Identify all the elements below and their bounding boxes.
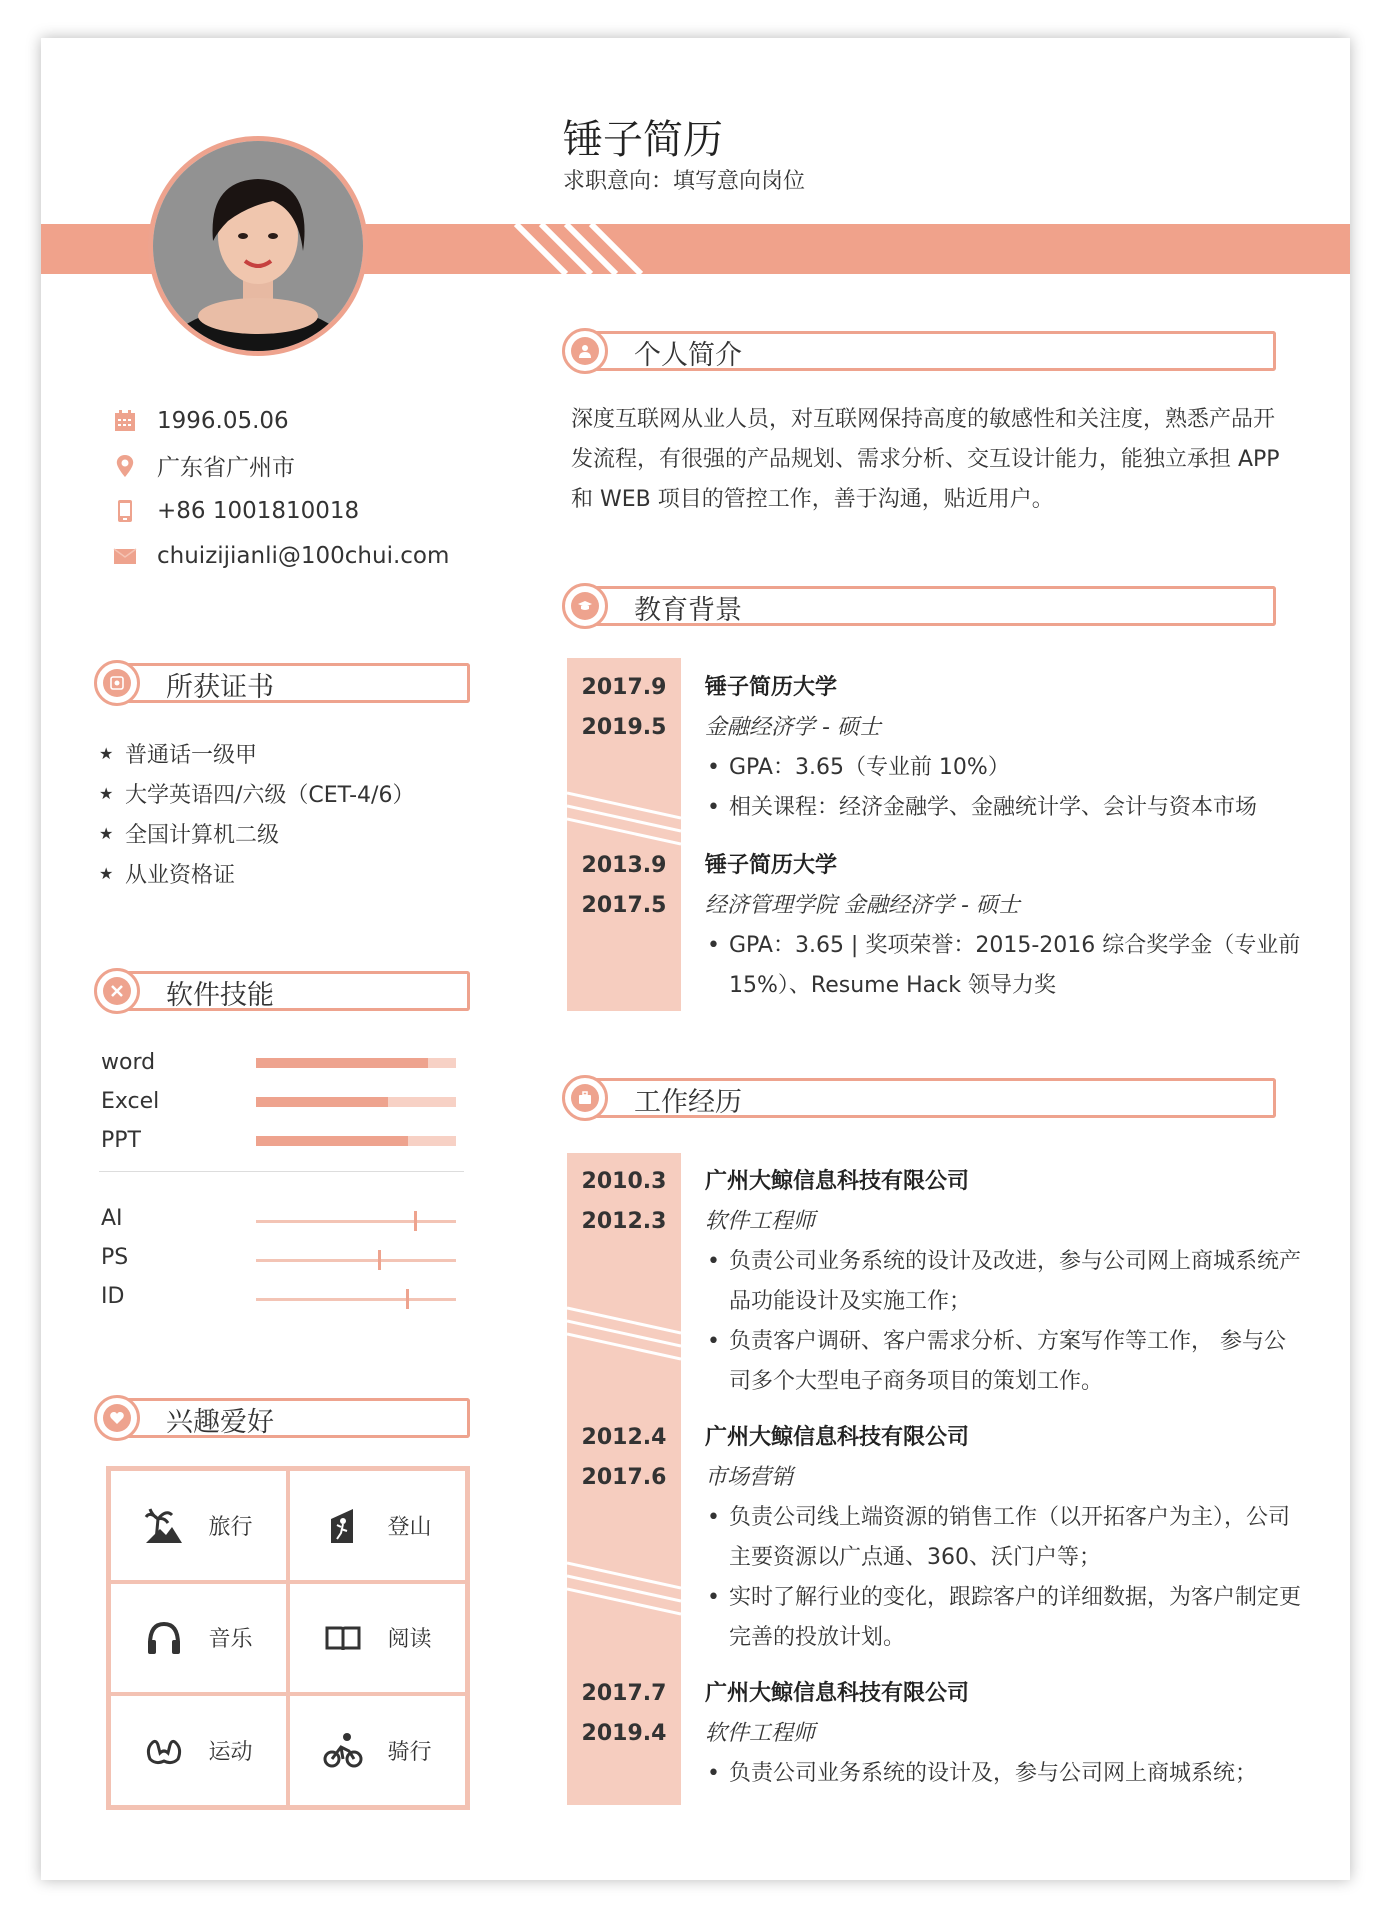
major: 金融经济学 - 硕士 [705, 715, 881, 740]
list-item: • 负责公司线上端资源的销售工作（以开拓客户为主），公司主要资源以广点通、360、沃门户等； [705, 1498, 1305, 1578]
skill-slider-row: PS [101, 1245, 461, 1275]
hobby-cycling: 骑行 [288, 1694, 467, 1807]
list-item: • 负责公司业务系统的设计及改进，参与公司网上商城系统产品功能设计及实施工作； [705, 1242, 1305, 1322]
job-role: 市场营销 [705, 1465, 794, 1490]
contact-birthday [113, 398, 449, 443]
certificate-icon [103, 669, 131, 697]
entry-start-date: 2013.9 [581, 853, 667, 878]
entry-end-date: 2017.5 [581, 893, 667, 918]
star-icon: ★ [99, 823, 114, 843]
section-title: 教育背景 [634, 595, 742, 626]
skills-divider [99, 1171, 464, 1172]
company-name: 广州大鲸信息科技有限公司 [705, 1681, 970, 1706]
climbing-icon [323, 1505, 363, 1545]
contact-location [113, 443, 449, 488]
resume-title: 锤子简历 [563, 117, 723, 163]
resume-page [41, 38, 1350, 1880]
contact-text: 广东省广州市 [157, 455, 295, 481]
list-item: • 负责客户调研、客户需求分析、方案写作等工作， 参与公司多个大型电子商务项目的策划工作。 [705, 1322, 1305, 1402]
list-item: • 相关课程：经济金融学、金融统计学、会计与资本市场 [705, 788, 1305, 828]
list-item: • 实时了解行业的变化，跟踪客户的详细数据，为客户制定更完善的投放计划。 [705, 1578, 1305, 1658]
list-item: ★ 大学英语四/六级（CET-4/6） [99, 782, 415, 808]
school-name: 锤子简历大学 [705, 853, 838, 878]
contact-text: +86 1001810018 [157, 497, 360, 524]
hobby-climbing: 登山 [288, 1469, 467, 1582]
timeline-stripes [567, 1548, 681, 1618]
palm-tree-icon [144, 1505, 184, 1545]
entry-bullets [705, 1754, 1305, 1794]
contact-info [113, 398, 449, 578]
portrait-photo [153, 141, 363, 351]
entry-start-date: 2012.4 [581, 1425, 667, 1450]
skill-slider-marker [378, 1250, 381, 1270]
skill-bar-row: Excel [101, 1089, 461, 1119]
phone-icon [113, 499, 137, 523]
entry-end-date: 2012.3 [581, 1209, 667, 1234]
header-stripes [496, 224, 681, 274]
list-item: • 负责公司业务系统的设计及，参与公司网上商城系统； [705, 1754, 1305, 1794]
certificate-list [99, 733, 414, 893]
star-icon: ★ [99, 863, 114, 883]
timeline-stripes [567, 1293, 681, 1363]
list-item: ★ 从业资格证 [99, 862, 236, 888]
skill-slider-marker [406, 1289, 409, 1309]
timeline-stripes [567, 778, 681, 848]
headphones-icon [144, 1618, 184, 1658]
book-icon [323, 1618, 363, 1658]
skill-slider-marker [414, 1211, 417, 1231]
contact-text: chuizijianli@100chui.com [157, 542, 450, 569]
entry-bullets [705, 926, 1305, 1006]
entry-start-date: 2010.3 [581, 1169, 667, 1194]
entry-bullets [705, 748, 1305, 828]
star-icon: ★ [99, 743, 114, 763]
section-hobbies [94, 1395, 470, 1441]
tools-icon [103, 977, 131, 1005]
job-role: 软件工程师 [705, 1209, 816, 1234]
skill-bar-fill [256, 1097, 388, 1107]
section-work [562, 1075, 1276, 1121]
calendar-icon [113, 409, 137, 433]
entry-start-date: 2017.9 [581, 675, 667, 700]
skill-slider-row: AI [101, 1206, 461, 1236]
heart-icon [103, 1404, 131, 1432]
entry-end-date: 2019.5 [581, 715, 667, 740]
hobby-travel: 旅行 [109, 1469, 288, 1582]
company-name: 广州大鲸信息科技有限公司 [705, 1169, 970, 1194]
school-name: 锤子简历大学 [705, 675, 838, 700]
bicycle-icon [323, 1731, 363, 1771]
entry-end-date: 2017.6 [581, 1465, 667, 1490]
section-intro [562, 328, 1276, 374]
user-icon [571, 337, 599, 365]
hobby-reading: 阅读 [288, 1582, 467, 1695]
entry-bullets [705, 1498, 1305, 1658]
section-education [562, 583, 1276, 629]
intro-paragraph: 深度互联网从业人员，对互联网保持高度的敏感性和关注度，熟悉产品开发流程，有很强的产品规划、需求分析、交互设计能力，能独立承担 APP 和 WEB 项目的管控工作，善于沟通，贴近用户。 [571, 407, 1280, 512]
skill-bar-fill [256, 1136, 408, 1146]
avatar [148, 136, 368, 356]
skill-bar-row: PPT [101, 1128, 461, 1158]
list-item: • GPA：3.65 | 奖项荣誉：2015-2016 综合奖学金（专业前 15%）、Resume Hack 领导力奖 [705, 926, 1305, 1006]
company-name: 广州大鲸信息科技有限公司 [705, 1425, 970, 1450]
section-skills [94, 968, 470, 1014]
contact-email [113, 533, 449, 578]
entry-bullets [705, 1242, 1305, 1402]
section-title: 兴趣爱好 [166, 1407, 274, 1438]
skill-bar-row: word [101, 1050, 461, 1080]
skill-bar-fill [256, 1058, 428, 1068]
star-icon: ★ [99, 783, 114, 803]
briefcase-icon [571, 1084, 599, 1112]
hobby-sports: 运动 [109, 1694, 288, 1807]
section-title: 软件技能 [166, 980, 274, 1011]
hobby-music: 音乐 [109, 1582, 288, 1695]
major: 经济管理学院 金融经济学 - 硕士 [705, 893, 1020, 918]
contact-text: 1996.05.06 [157, 407, 289, 434]
email-icon [113, 544, 137, 568]
job-role: 软件工程师 [705, 1721, 816, 1746]
list-item: ★ 全国计算机二级 [99, 822, 280, 848]
entry-start-date: 2017.7 [581, 1681, 667, 1706]
list-item: • GPA：3.65（专业前 10%） [705, 748, 1305, 788]
section-certificates [94, 660, 470, 706]
skill-slider-row: ID [101, 1284, 461, 1314]
hobby-grid [106, 1466, 470, 1810]
section-title: 工作经历 [634, 1087, 742, 1118]
muscle-icon [144, 1731, 184, 1771]
location-pin-icon [113, 454, 137, 478]
job-objective: 求职意向：填写意向岗位 [563, 169, 806, 194]
graduation-cap-icon [571, 592, 599, 620]
entry-end-date: 2019.4 [581, 1721, 667, 1746]
contact-phone [113, 488, 449, 533]
section-title: 所获证书 [166, 672, 274, 703]
section-title: 个人简介 [634, 340, 742, 371]
list-item: ★ 普通话一级甲 [99, 742, 258, 768]
